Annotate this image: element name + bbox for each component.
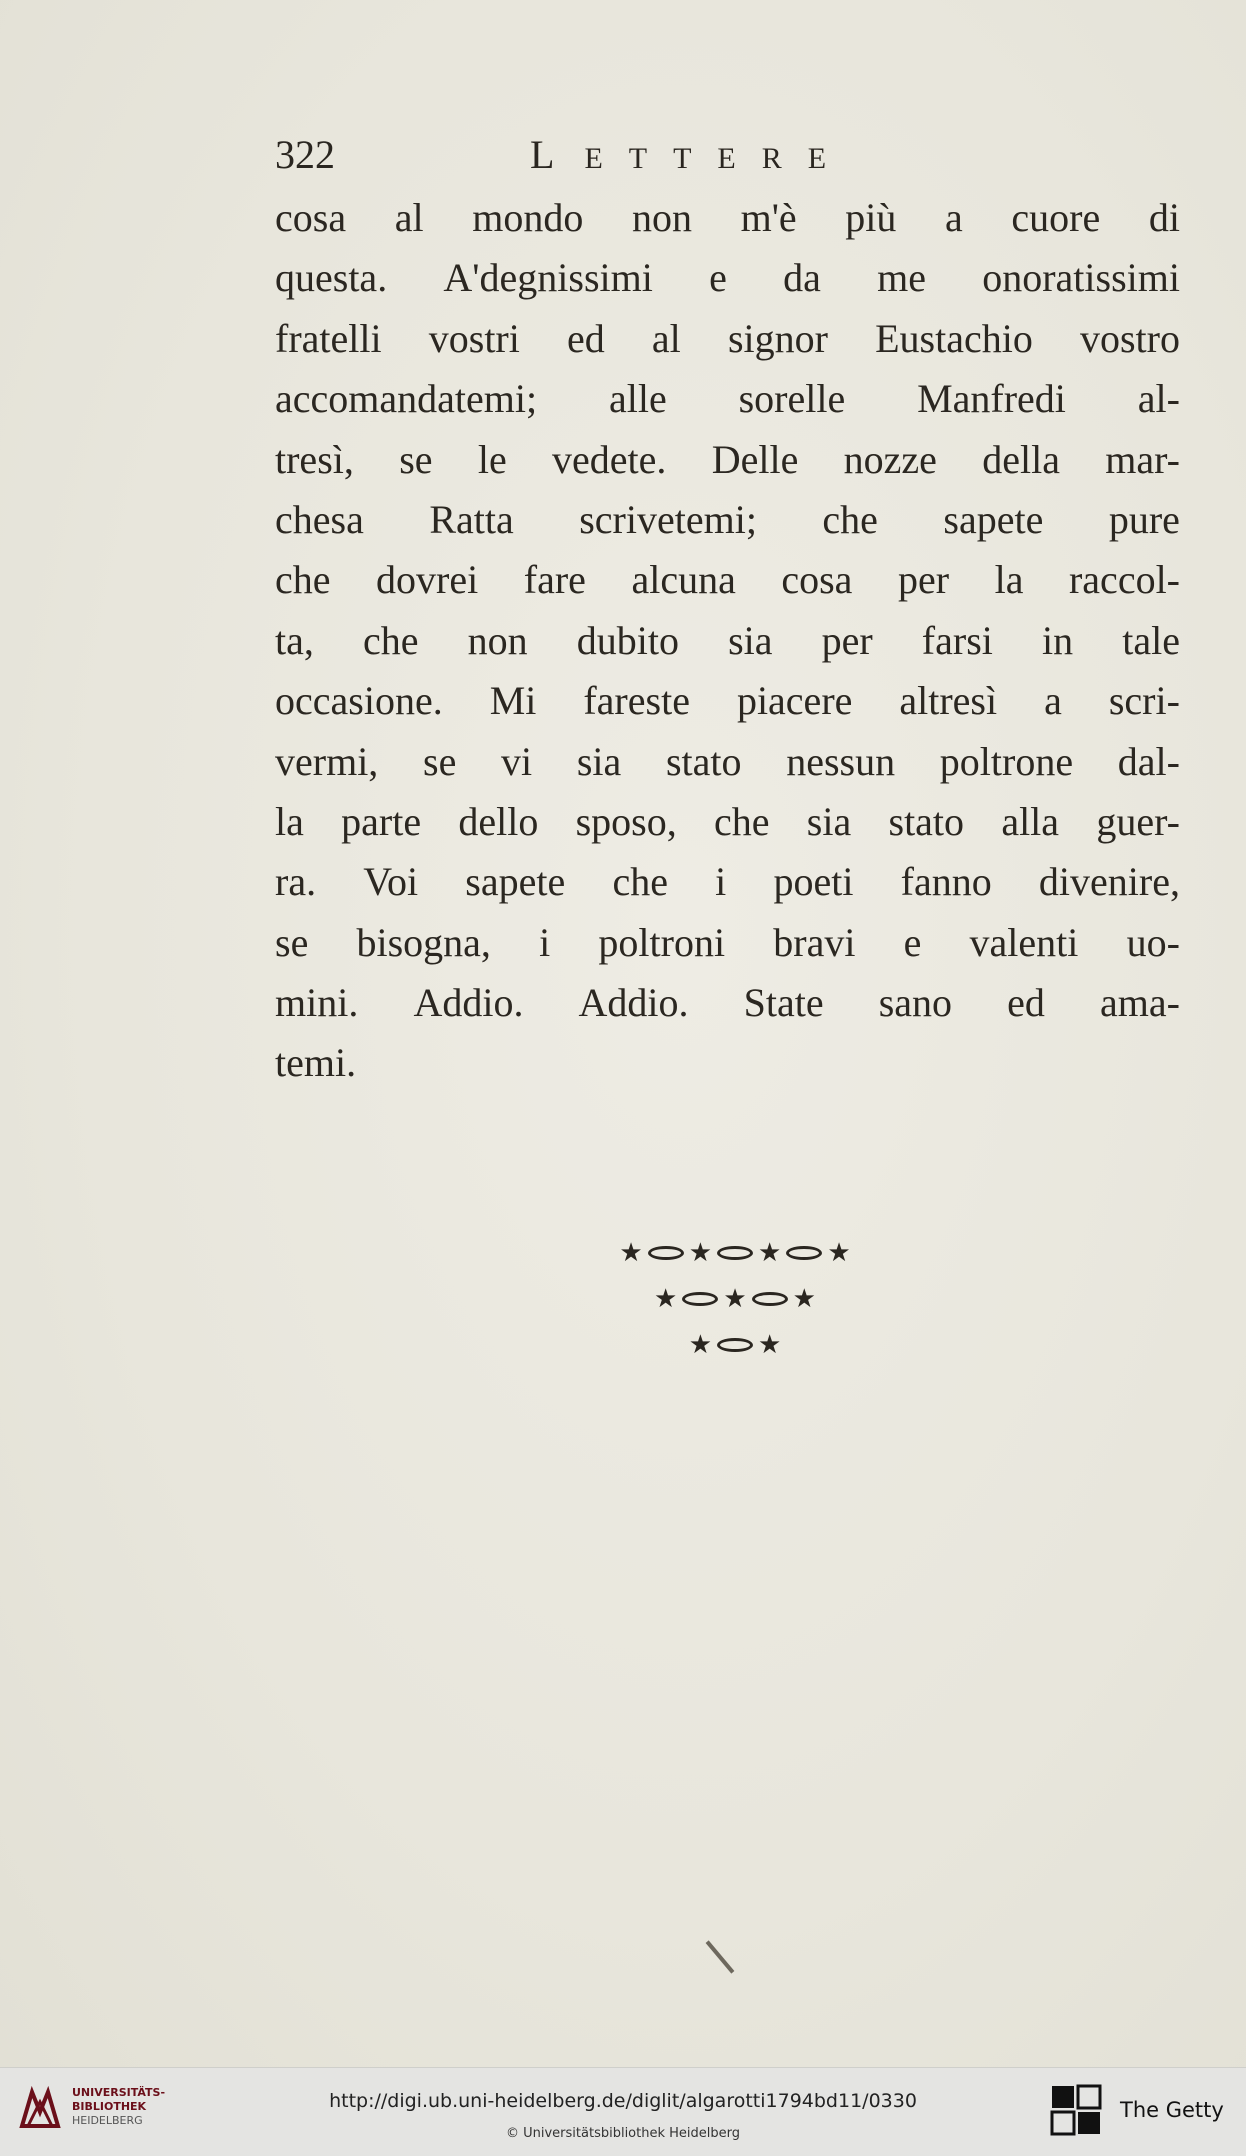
text-word: ra. xyxy=(275,859,317,905)
text-word: A'degnissimi xyxy=(443,255,653,301)
text-word: che xyxy=(612,859,668,905)
text-word: sia xyxy=(576,738,622,784)
text-word: non xyxy=(467,617,528,663)
decorative-ornament xyxy=(600,1230,870,1380)
text-word: altresì xyxy=(899,678,998,724)
text-word: Mi xyxy=(489,678,537,724)
text-word: Addio. xyxy=(578,980,689,1026)
text-line xyxy=(275,973,1180,1033)
star-icon: ★ xyxy=(827,1238,851,1268)
text-word: poltroni xyxy=(598,919,726,965)
text-word: che xyxy=(714,798,770,844)
text-word: se xyxy=(399,436,433,482)
text-word: a xyxy=(945,195,963,240)
oval-icon xyxy=(717,1338,753,1352)
text-line xyxy=(275,369,1180,429)
text-word: fare xyxy=(523,557,586,603)
text-word: sia xyxy=(806,798,852,844)
text-word: Voi xyxy=(363,859,419,905)
text-word: vostro xyxy=(1079,315,1180,361)
ornament-row xyxy=(600,1322,870,1368)
oval-icon xyxy=(717,1246,753,1260)
oval-icon xyxy=(648,1246,684,1260)
text-line xyxy=(275,430,1180,490)
text-word: dello xyxy=(458,798,539,844)
text-line xyxy=(275,792,1180,852)
text-word: State xyxy=(743,980,824,1026)
text-word: parte xyxy=(341,798,422,844)
text-word: e xyxy=(709,255,727,301)
text-line xyxy=(275,490,1180,550)
oval-icon xyxy=(786,1246,822,1260)
text-word: accomandatemi; xyxy=(275,376,538,422)
text-word: alle xyxy=(608,376,667,422)
text-word: pure xyxy=(1108,496,1180,542)
star-icon: ★ xyxy=(619,1238,643,1268)
text-word: guer- xyxy=(1096,798,1180,844)
text-word: tale xyxy=(1122,617,1180,663)
text-line xyxy=(275,248,1180,308)
text-word: alla xyxy=(1001,798,1060,844)
text-word: valenti xyxy=(969,919,1079,965)
text-word: poltrone xyxy=(939,738,1074,784)
copyright-notice: © Universitätsbibliothek Heidelberg xyxy=(505,2126,740,2141)
text-line xyxy=(275,1033,1180,1093)
text-word: questa. xyxy=(275,255,388,301)
text-word: tresì, xyxy=(275,436,354,482)
institution-line-1: UNIVERSITÄTS- xyxy=(72,2086,166,2099)
text-word: m'è xyxy=(740,195,797,240)
star-icon: ★ xyxy=(758,1238,782,1268)
page-number: 322 xyxy=(275,132,335,177)
text-word: ama- xyxy=(1099,980,1180,1026)
text-word: Manfredi xyxy=(917,376,1066,422)
text-word: Eustachio xyxy=(875,315,1033,361)
text-word: della xyxy=(982,436,1060,482)
running-head: LETTERE xyxy=(530,132,853,177)
text-line xyxy=(275,309,1180,369)
text-word: se xyxy=(423,738,457,784)
text-word: sorelle xyxy=(738,376,846,422)
text-word: vedete. xyxy=(552,436,667,482)
text-word: piacere xyxy=(736,678,853,724)
text-word: divenire, xyxy=(1038,859,1180,905)
text-word: poeti xyxy=(773,859,854,905)
text-word: stato xyxy=(888,798,965,844)
text-word: Delle xyxy=(711,436,799,482)
text-word: signor xyxy=(727,315,828,361)
star-icon: ★ xyxy=(758,1330,782,1360)
text-word: onoratissimi xyxy=(982,255,1180,301)
text-word: a xyxy=(1044,678,1062,724)
text-word: nessun xyxy=(786,738,896,784)
star-icon: ★ xyxy=(792,1284,816,1314)
text-word: vi xyxy=(501,738,533,784)
text-line xyxy=(275,913,1180,973)
text-word: bisogna, xyxy=(356,919,491,965)
text-word: uo- xyxy=(1126,919,1180,965)
text-word: mini. xyxy=(275,980,359,1026)
text-word: mar- xyxy=(1105,436,1180,482)
star-icon: ★ xyxy=(723,1284,747,1314)
text-line xyxy=(275,550,1180,610)
getty-logo-icon[interactable] xyxy=(1050,2084,1102,2136)
text-word: i xyxy=(715,859,727,905)
text-line xyxy=(275,188,1180,248)
text-word: e xyxy=(903,919,922,965)
text-word: nozze xyxy=(843,436,937,482)
text-word: i xyxy=(539,919,551,965)
star-icon: ★ xyxy=(688,1238,712,1268)
page-header xyxy=(275,130,955,180)
text-word: per xyxy=(821,617,873,663)
text-word: mondo xyxy=(472,195,584,240)
ornament-row xyxy=(600,1276,870,1322)
permalink-url[interactable]: http://digi.ub.uni-heidelberg.de/diglit/algarotti1794bd11/0330 xyxy=(329,2090,917,2112)
text-word: dal- xyxy=(1117,738,1180,784)
paper-mark xyxy=(706,1940,735,1973)
text-word: ed xyxy=(567,315,605,361)
viewer-footer xyxy=(0,2067,1246,2156)
text-word: in xyxy=(1041,617,1074,663)
text-word: dubito xyxy=(576,617,679,663)
ornament-row xyxy=(600,1230,870,1276)
text-word: da xyxy=(783,255,821,301)
text-word: scri- xyxy=(1108,678,1180,724)
text-word: che xyxy=(275,557,331,603)
text-word: che xyxy=(822,496,878,542)
text-word: Ratta xyxy=(429,496,514,542)
text-word: ed xyxy=(1007,980,1045,1026)
letter-body-text xyxy=(275,188,1180,1094)
star-icon: ★ xyxy=(688,1330,712,1360)
text-word: più xyxy=(845,195,897,240)
institution-line-2: BIBLIOTHEK xyxy=(72,2100,147,2113)
text-word: fanno xyxy=(900,859,992,905)
text-word: temi. xyxy=(275,1040,357,1086)
text-line xyxy=(275,732,1180,792)
text-word: cuore xyxy=(1011,195,1101,240)
text-word: cosa xyxy=(781,557,853,603)
text-word: al xyxy=(394,195,424,240)
text-word: Addio. xyxy=(413,980,524,1026)
text-word: se xyxy=(275,919,309,965)
text-word: fratelli xyxy=(275,315,382,361)
text-word: vermi, xyxy=(275,738,379,784)
text-word: di xyxy=(1148,195,1180,240)
partner-name: The Getty xyxy=(1120,2098,1224,2122)
text-word: vostri xyxy=(428,315,520,361)
text-word: farsi xyxy=(921,617,993,663)
text-word: raccol- xyxy=(1068,557,1180,603)
text-word: al- xyxy=(1137,376,1180,422)
text-word: che xyxy=(362,617,419,663)
text-word: dovrei xyxy=(376,557,479,603)
text-word: le xyxy=(477,436,507,482)
text-word: occasione. xyxy=(275,678,443,724)
text-word: per xyxy=(897,557,950,603)
text-word: al xyxy=(651,315,681,361)
text-word: sia xyxy=(728,617,773,663)
text-word: me xyxy=(877,255,926,301)
institution-line-3: HEIDELBERG xyxy=(72,2114,143,2127)
text-line xyxy=(275,671,1180,731)
text-line xyxy=(275,852,1180,912)
text-word: non xyxy=(631,195,692,240)
text-word: ta, xyxy=(275,617,314,663)
text-word: cosa xyxy=(275,195,347,240)
text-word: scrivetemi; xyxy=(579,496,757,542)
text-word: sposo, xyxy=(575,798,677,844)
text-line xyxy=(275,611,1180,671)
oval-icon xyxy=(682,1292,718,1306)
text-word: la xyxy=(275,798,304,844)
text-word: fareste xyxy=(583,678,690,724)
text-word: alcuna xyxy=(631,557,736,603)
text-word: sapete xyxy=(943,496,1044,542)
text-word: la xyxy=(994,557,1024,603)
text-word: sapete xyxy=(465,859,566,905)
star-icon: ★ xyxy=(654,1284,678,1314)
text-word: chesa xyxy=(275,496,364,542)
oval-icon xyxy=(752,1292,788,1306)
text-word: bravi xyxy=(773,919,856,965)
text-word: sano xyxy=(878,980,953,1026)
text-word: stato xyxy=(665,738,742,784)
